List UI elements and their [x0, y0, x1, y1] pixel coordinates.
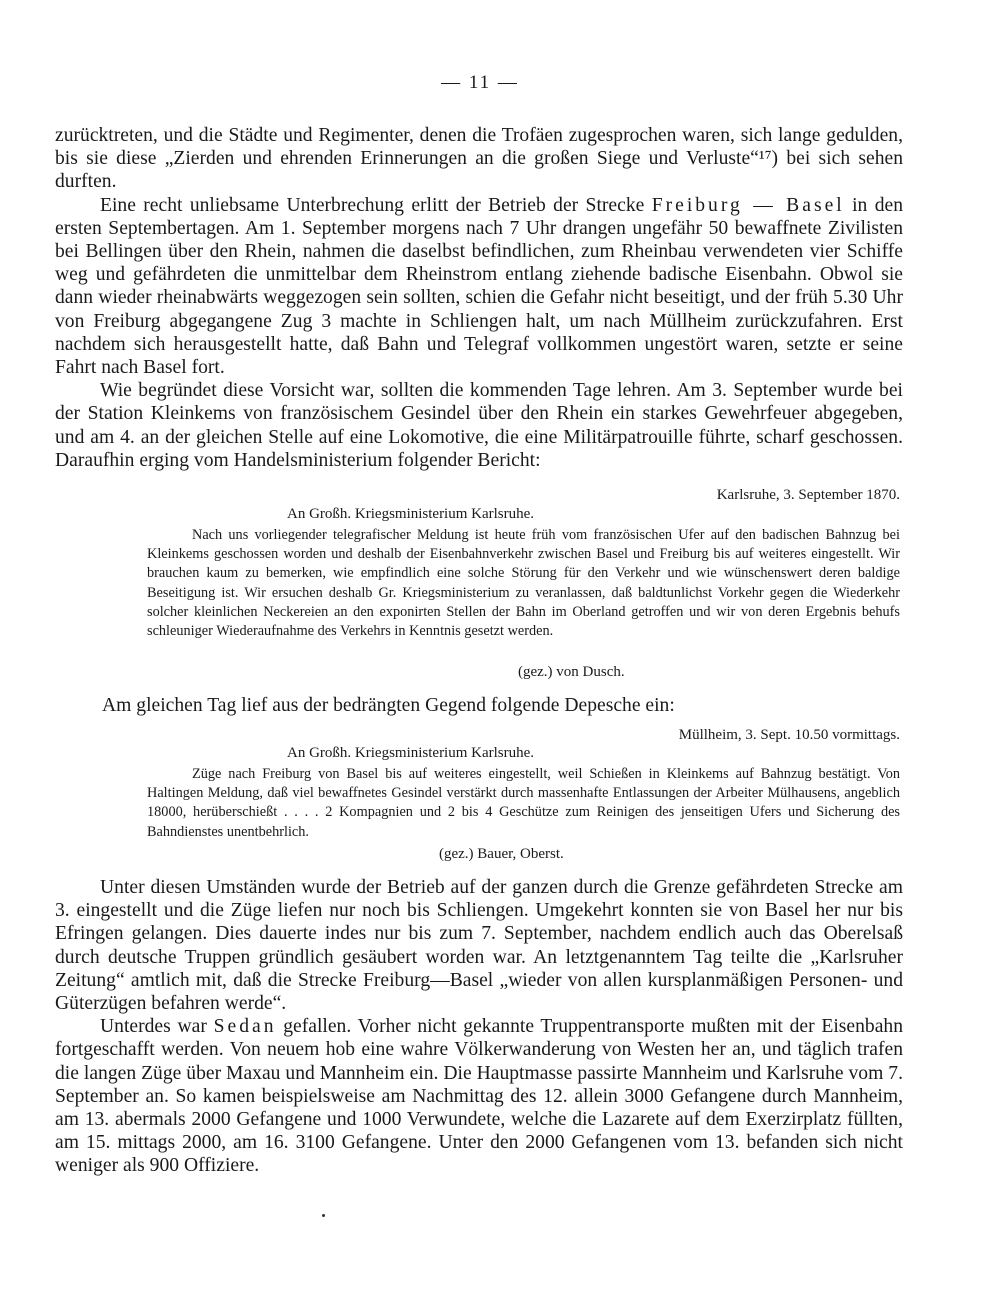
paragraph-interruption: [55, 194, 903, 380]
paragraph-suspension: Unter diesen Umständen wurde der Betrieb auf der ganzen durch die Grenze gefährdeten Strecke am 3. eingestellt und die Züge liefen nur noch bis Schliengen. Umgekehrt konnten sie von Basel her nur bis Efringen gelangen. Dies dauerte indes nur bis zum 7. September, nachdem endlich auch das Oberelsaß durch deutsche Truppen gründlich gesäubert worden war. An letztgenanntem Tag teilte die „Karlsruher Zeitung“ amtlich mit, daß die Strecke Freiburg—Basel „wieder von allen kursplanmäßigen Personen- und Güterzügen befahren werde“.: [55, 877, 903, 1015]
paragraph-text: gefallen. Vorher nicht gekannte Truppentransporte mußten mit der Eisenbahn fortgeschafft werden. Von neuem hob eine wahre Völkerwanderung von Westen her an, und täglich trafen die langen Züge über Maxau und Mannheim ein. Die Hauptmasse passirte Mannheim und Karlsruhe vom 7. September an. So kamen beispielsweise am Nachmittag des 12. allein 3000 Gefangene durch Mannheim, am 13. abermals 2000 Gefangene und 1000 Verwundete, welche die Lazarete auf dem Exerzirplatz füllten, am 15. mittags 2000, am 16. 3100 Gefangene. Unter den 2000 Gefangenen vom 13. befanden sich nicht weniger als 900 Offiziere.: [55, 1016, 903, 1177]
paragraph-kleinkems: Wie begründet diese Vorsicht war, sollten die kommenden Tage lehren. Am 3. September wurde bei der Station Kleinkems von französischem Gesindel über den Rhein ein starkes Gewehrfeuer abgegeben, und am 4. an der gleichen Stelle auf eine Lokomotive, die eine Militärpatrouille führte, scharf geschossen. Daraufhin erging vom Handelsministerium folgender Bericht:: [55, 380, 903, 471]
paragraph-text: Unterdes war: [100, 1016, 214, 1038]
page-number: — 11 —: [441, 72, 519, 93]
dispatch-1-text: Nach uns vorliegender telegrafischer Meldung ist heute früh vom französischen Ufer auf den badischen Bahnzug bei Kleinkems geschossen worden und deshalb der Eisenbahnverkehr zwischen Basel und Freiburg bis auf weiteres eingestellt. Wir brauchen kaum zu bemerken, wie empfindlich eine solche Störung für den Verkehr und wie wünschenswert deren baldige Beseitigung ist. Wir ersuchen deshalb Gr. Kriegsministerium zu veranlassen, daß baldtunlichst Vorkehr gegen die Wiederkehr solcher kleinlichen Neckereien an den exponirten Stellen der Bahn im Oberland getroffen und wir von deren Ergebnis behufs schleuniger Wiederaufnahme des Verkehrs in Kenntnis gesetzt werden.: [147, 527, 900, 640]
print-speck: [322, 1214, 325, 1217]
dispatch-1-body: [147, 526, 900, 641]
dispatch-2-body: [147, 765, 900, 842]
place-name: Sedan: [213, 1016, 277, 1038]
route-name: Freiburg — Basel: [651, 194, 845, 216]
paragraph-continuation: zurücktreten, und die Städte und Regimenter, denen die Trofäen zugesprochen waren, sich lange gedulden, bis sie diese „Zierden und ehrenden Erinnerungen an die großen Siege und Verluste“¹⁷) bei sich sehen durften.: [55, 125, 903, 193]
intro-line-dispatch-2: Am gleichen Tag lief aus der bedrängten Gegend folgende Depesche ein:: [102, 695, 675, 716]
text-block-top: [55, 124, 903, 472]
paragraph-text: in den ersten Septembertagen. Am 1. September morgens nach 7 Uhr drangen ungefähr 50 bewaffnete Zivilisten bei Bellingen über den Rhein, nahmen die daselbst befindlichen, zum Rheinbau verwendeten vier Schiffe weg und gefährdeten die unmittelbar dem Rheinstrom entlang ziehende badische Eisenbahn. Obwol sie dann wieder rheinabwärts weggezogen sein sollten, schien die Gefahr nicht beseitigt, und der früh 5.30 Uhr von Freiburg abgegangene Zug 3 machte in Schliengen halt, um nach Müllheim zurückzufahren. Erst nachdem sich herausgestellt hatte, daß Bahn und Telegraf vollkommen ungestört waren, setzte er seine Fahrt nach Basel fort.: [55, 194, 904, 379]
paragraph-sedan: [55, 1015, 903, 1177]
text-block-bottom: [55, 876, 903, 1178]
dispatch-2-text: Züge nach Freiburg von Basel bis auf weiteres eingestellt, weil Schießen in Kleinkems auf Bahnzug bestätigt. Von Haltingen Meldung, daß viel bewaffnetes Gesindel verstärkt durch massenhafte Entlassungen der Arbeiter Mülhausens, angeblich 18000, herüberschießt . . . . 2 Kompagnien und 2 bis 4 Geschütze zum Reinigen des jenseitigen Ufers und Sicherung des Bahndienstes unentbehrlich.: [147, 766, 900, 840]
dispatch-2-signature: (gez.) Bauer, Oberst.: [439, 846, 564, 862]
dispatch-1-signature: (gez.) von Dusch.: [518, 664, 625, 680]
paragraph-text: Eine recht unliebsame Unterbrechung erlitt der Betrieb der Strecke: [100, 194, 652, 216]
dispatch-2-address: An Großh. Kriegsministerium Karlsruhe.: [287, 745, 535, 761]
dispatch-1-date: Karlsruhe, 3. September 1870.: [716, 487, 900, 503]
dispatch-2-date: Müllheim, 3. Sept. 10.50 vormittags.: [678, 727, 900, 743]
dispatch-1-address: An Großh. Kriegsministerium Karlsruhe.: [287, 506, 535, 522]
